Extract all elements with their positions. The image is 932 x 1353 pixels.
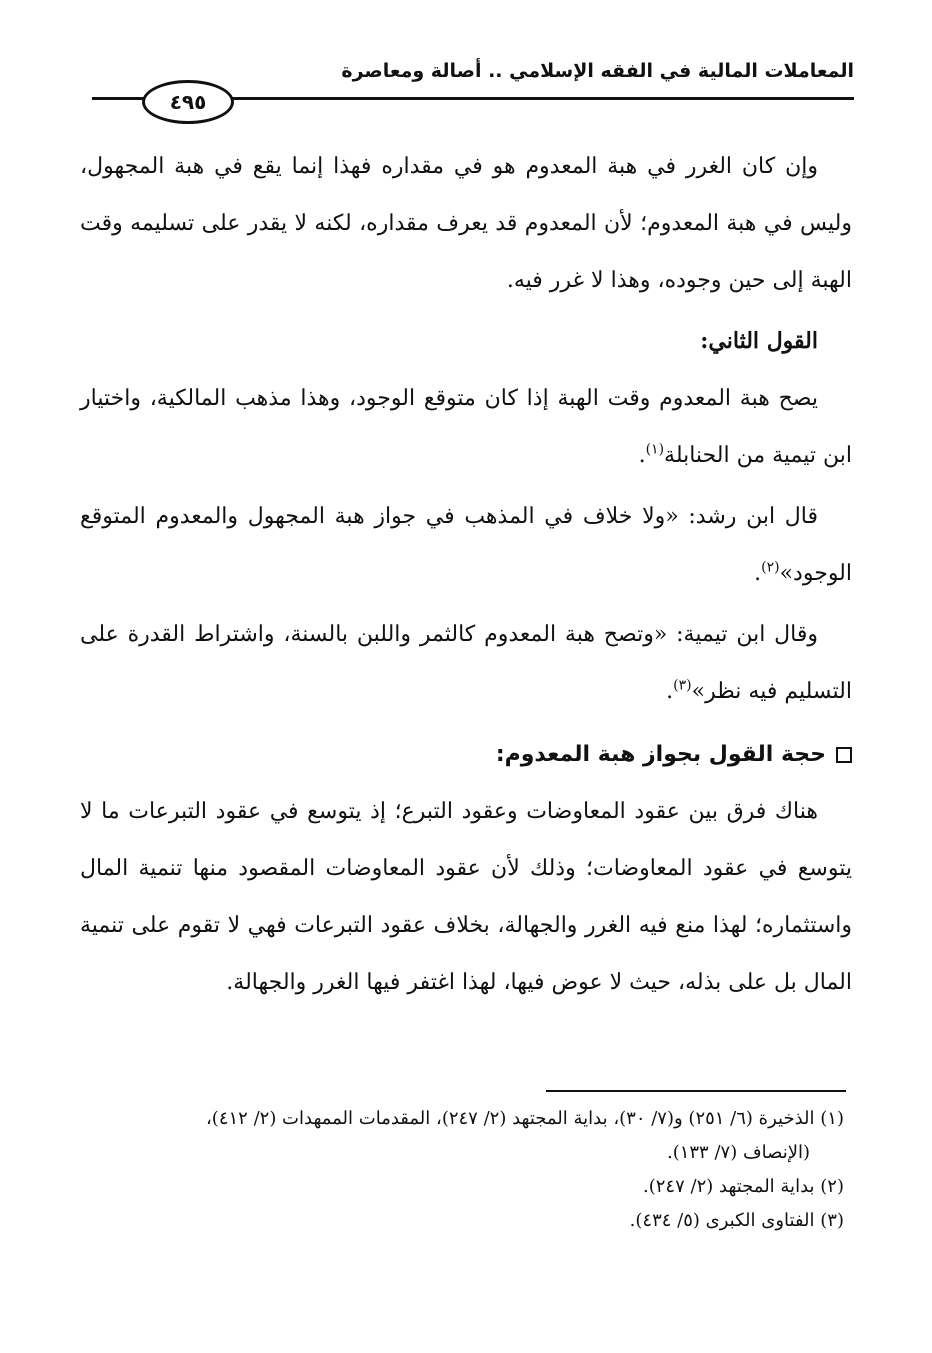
running-title: المعاملات المالية في الفقه الإسلامي .. أصالة ومعاصرة [341, 60, 854, 82]
footnotes [80, 1102, 844, 1238]
section-heading-text: حجة القول بجواز هبة المعدوم: [495, 742, 826, 767]
section-heading [80, 726, 852, 783]
footnote-1-continuation: (الإنصاف (٧/ ١٣٣). [666, 1142, 810, 1163]
paragraph-end: . [638, 443, 646, 468]
footnote-text: بداية المجتهد (٢/ ٢٤٧). [643, 1176, 815, 1197]
main-text [80, 138, 852, 1011]
footnote-2 [80, 1170, 844, 1204]
footnote-text: الذخيرة (٦/ ٢٥١) و(٧/ ٣٠)، بداية المجتهد (٢/ ٢٤٧)، المقدمات الممهدات (٢/ ٤١٢)، [205, 1108, 815, 1129]
square-bullet-icon [836, 747, 852, 763]
footnote-number: (٢) [820, 1176, 844, 1197]
paragraph-text: قال ابن رشد: «ولا خلاف في المذهب في جواز هبة المجهول والمعدوم المتوقع الوجود» [80, 504, 852, 586]
paragraph-end: . [754, 561, 762, 586]
paragraph-text: يصح هبة المعدوم وقت الهبة إذا كان متوقع الوجود، وهذا مذهب المالكية، واختيار ابن تيمية من الحنابلة [80, 386, 852, 468]
footnote-ref-1[interactable]: (١) [645, 441, 665, 458]
footnote-3 [80, 1204, 844, 1238]
paragraph-ibn-taymiyya [80, 606, 852, 720]
footnote-ref-2[interactable]: (٢) [761, 559, 780, 576]
page-number: ٤٩٥ [142, 80, 234, 124]
footnote-rule [546, 1090, 846, 1092]
footnote-ref-3[interactable]: (٣) [673, 677, 692, 694]
paragraph-end: . [666, 679, 674, 704]
paragraph-gharar: وإن كان الغرر في هبة المعدوم هو في مقداره فهذا إنما يقع في هبة المجهول، وليس في هبة المعدوم؛ لأن المعدوم قد يعرف مقداره، لكنه لا يقدر على تسليمه وقت الهبة إلى حين وجوده، وهذا لا غرر فيه. [80, 154, 852, 293]
paragraph-text: وقال ابن تيمية: «وتصح هبة المعدوم كالثمر واللبن بالسنة، واشتراط القدرة على التسليم فيه نظر» [80, 622, 852, 704]
paragraph-ibn-rushd [80, 488, 852, 602]
paragraph-argument: هناك فرق بين عقود المعاوضات وعقود التبرع؛ إذ يتوسع في عقود التبرعات ما لا يتوسع في عقود المعاوضات؛ وذلك لأن عقود المعاوضات المقصود منها تنمية المال واستثماره؛ لهذا منع فيه الغرر والجهالة، بخلاف عقود التبرعات فهي لا تقوم على تنمية المال بل على بذله، حيث لا عوض فيها، لهذا اغتفر فيها الغرر والجهالة. [80, 799, 853, 995]
footnote-text: الفتاوى الكبرى (٥/ ٤٣٤). [629, 1210, 815, 1231]
second-opinion-heading: القول الثاني: [700, 328, 818, 354]
footnote-number: (٣) [820, 1210, 844, 1231]
footnote-1 [80, 1102, 844, 1136]
footnote-number: (١) [820, 1108, 844, 1129]
paragraph-second-opinion [80, 370, 852, 484]
